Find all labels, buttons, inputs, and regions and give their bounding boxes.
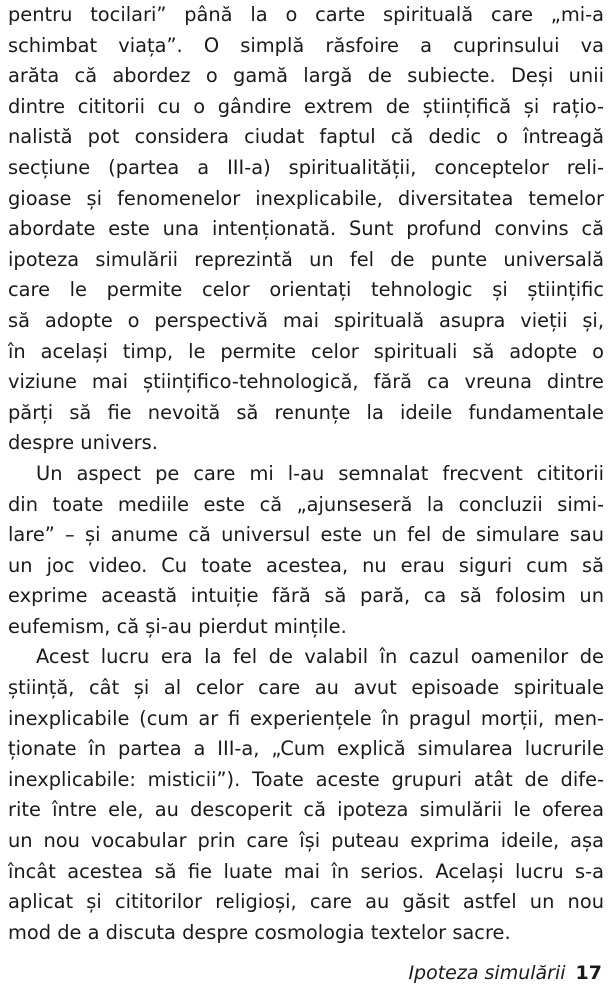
- paragraph-end-line: despre univers.: [8, 431, 158, 455]
- text-line: pentru tocilari” până la o carte spirituală care „mi-a: [8, 3, 604, 26]
- text-line: schimbat viața”. O simplă răsfoire a cuprinsului va: [8, 33, 604, 57]
- text-line: știință, cât și al celor care au avut episoade spirituale: [8, 676, 604, 700]
- text-line: un joc video. Cu toate acestea, nu erau siguri cum să: [8, 553, 604, 577]
- page-footer: [408, 958, 602, 988]
- text-line: abordate este una intenționată. Sunt profund convins că: [8, 217, 604, 241]
- paragraph-end-line: mod de a discuta despre cosmologia textelor sacre.: [8, 920, 511, 944]
- text-line: nalistă pot considera ciudat faptul că dedic o întreagă: [8, 125, 604, 149]
- text-line: părți să fie nevoită să renunțe la ideile fundamentale: [8, 400, 604, 424]
- text-line: gioase și fenomenelor inexplicabile, diversitatea temelor: [8, 186, 604, 210]
- page-number: 17: [575, 962, 602, 984]
- text-line: dintre cititorii cu o gândire extrem de științifică și rațio-: [8, 94, 604, 118]
- text-line: care le permite celor orientați tehnologic și științific: [8, 278, 604, 302]
- text-line: un nou vocabular prin care își puteau exprima ideile, așa: [8, 829, 604, 853]
- text-line: exprime această intuiție fără să pară, ca să folosim un: [8, 584, 604, 608]
- text-line: inexplicabile (cum ar fi experiențele în pragul morții, men-: [8, 706, 604, 730]
- text-line: secțiune (partea a III-a) spiritualității, conceptelor reli-: [8, 155, 604, 179]
- body-text: [8, 0, 604, 948]
- text-line: aplicat și cititorilor religioși, care au găsit astfel un nou: [8, 890, 604, 914]
- text-line: să adopte o perspectivă mai spirituală asupra vieții și,: [8, 308, 604, 332]
- text-line: din toate mediile este că „ajunseseră la concluzii simi-: [8, 492, 604, 516]
- text-line: în același timp, le permite celor spirituali să adopte o: [8, 339, 604, 363]
- text-line: viziune mai științifico-tehnologică, fără ca vreuna dintre: [8, 370, 604, 394]
- text-line: arăta că abordez o gamă largă de subiecte. Deși unii: [8, 64, 604, 88]
- text-line: ipoteza simulării reprezintă un fel de punte universală: [8, 247, 604, 271]
- text-line: rite între ele, au descoperit că ipoteza simulării le oferea: [8, 798, 604, 822]
- text-line: încât acestea să fie luate mai în serios. Același lucru s-a: [8, 859, 604, 883]
- paragraph-end-line: eufemism, că și-au pierdut mințile.: [8, 614, 347, 638]
- text-line: inexplicabile: misticii”). Toate aceste grupuri atât de dife-: [8, 767, 604, 791]
- running-title: Ipoteza simulării: [408, 962, 566, 984]
- paragraph-first-line: Un aspect pe care mi l-au semnalat frecvent cititorii: [36, 461, 604, 485]
- text-line: ționate în partea a III-a, „Cum explică simularea lucrurile: [8, 737, 604, 761]
- paragraph-first-line: Acest lucru era la fel de valabil în cazul oamenilor de: [36, 645, 604, 669]
- text-line: lare” – și anume că universul este un fel de simulare sau: [8, 523, 604, 547]
